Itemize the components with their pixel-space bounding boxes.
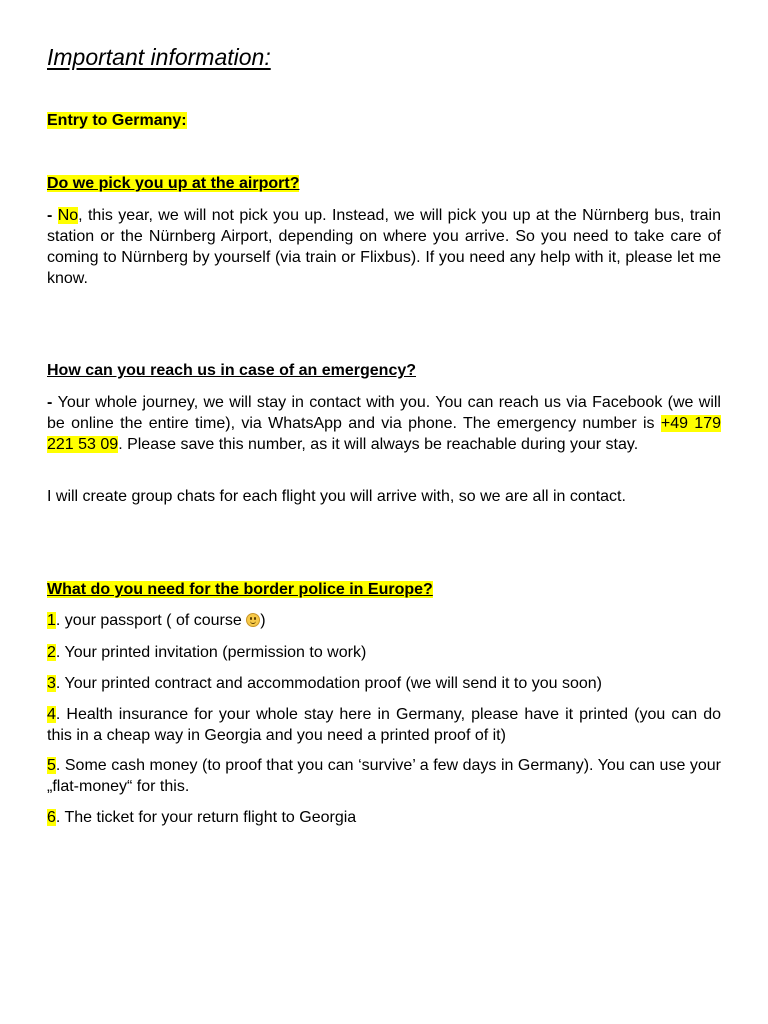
border-item-number: 3 bbox=[47, 675, 56, 692]
emergency-heading-text: How can you reach us in case of an emergency? bbox=[47, 362, 417, 379]
border-item-number: 4 bbox=[47, 706, 56, 723]
border-item-2 bbox=[47, 642, 721, 663]
border-item-5 bbox=[47, 755, 721, 797]
airport-paragraph bbox=[47, 205, 721, 289]
border-item-number: 2 bbox=[47, 644, 56, 661]
border-item-number: 5 bbox=[47, 757, 56, 774]
page-title: Important information: bbox=[47, 44, 271, 70]
border-item-end: ) bbox=[260, 612, 266, 629]
emergency-heading bbox=[47, 361, 416, 381]
airport-no: No bbox=[57, 207, 79, 224]
emergency-phone: +49 179 221 53 09 bbox=[47, 415, 721, 453]
emergency-paragraph bbox=[47, 392, 721, 455]
border-item-text: . Health insurance for your whole stay here in Germany, please have it printed (you can do this in a cheap way in Georgia and you need a printed proof of it) bbox=[47, 706, 721, 744]
border-item-3 bbox=[47, 673, 721, 694]
emergency-text-2: . Please save this number, as it will always be reachable during your stay. bbox=[118, 436, 639, 453]
border-item-text: . Some cash money (to proof that you can ‘survive’ a few days in Germany). You can use your „flat-money“ for this. bbox=[47, 757, 721, 795]
border-item-text: . The ticket for your return flight to Georgia bbox=[55, 809, 357, 826]
airport-text: , this year, we will not pick you up. Instead, we will pick you up at the Nürnberg bus, train station or the Nürnberg Airport, depending on where you arrive. So you need to take care of coming to Nürnberg by yourself (via train or Flixbus). If you need any help with it, please let me know. bbox=[47, 207, 721, 287]
border-item-number: 6 bbox=[47, 809, 56, 826]
emergency-text-1: Your whole journey, we will stay in contact with you. You can reach us via Facebook (we will be online the entire time), via WhatsApp and via phone. The emergency number is bbox=[47, 394, 721, 432]
border-item-text: . your passport ( of course bbox=[55, 612, 247, 629]
border-item-text: . Your printed invitation (permission to work) bbox=[55, 644, 367, 661]
airport-dash: - bbox=[47, 207, 58, 224]
border-item-number: 1 bbox=[47, 612, 56, 629]
border-item-1 bbox=[47, 610, 721, 631]
entry-heading bbox=[47, 111, 187, 131]
border-item-text: . Your printed contract and accommodation proof (we will send it to you soon) bbox=[55, 675, 602, 692]
border-item-4 bbox=[47, 704, 721, 746]
airport-heading-text: Do we pick you up at the airport? bbox=[47, 175, 300, 192]
emergency-dash: - bbox=[47, 394, 58, 411]
airport-heading bbox=[47, 174, 299, 194]
smiley-icon bbox=[246, 613, 260, 627]
border-item-6 bbox=[47, 807, 721, 828]
border-heading-text: What do you need for the border police in Europe? bbox=[47, 581, 433, 598]
group-chats-paragraph: I will create group chats for each flight you will arrive with, so we are all in contact. bbox=[47, 488, 626, 505]
entry-heading-text: Entry to Germany: bbox=[47, 112, 187, 129]
border-heading bbox=[47, 580, 433, 600]
